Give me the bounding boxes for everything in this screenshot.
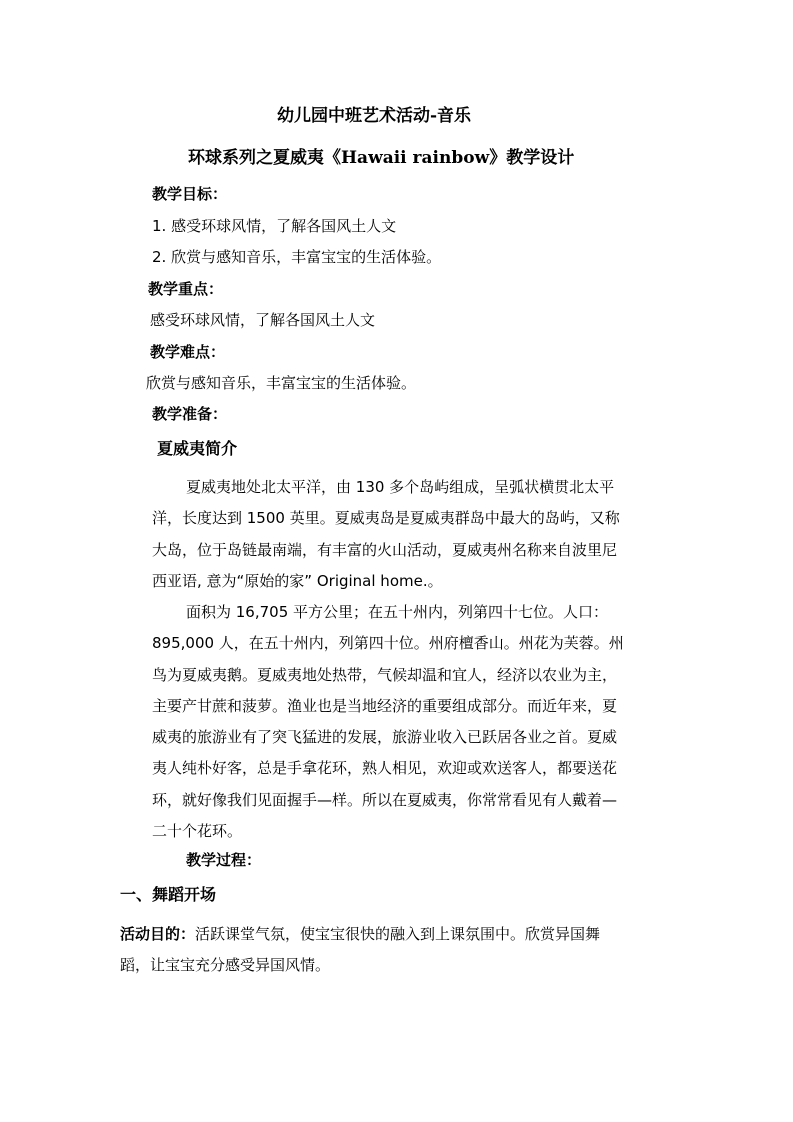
preparation-heading: 教学准备： <box>152 405 228 423</box>
paragraph-line: 环，就好像我们见面握手—样。所以在夏威夷，你常常看见有人戴着— <box>152 790 618 809</box>
hawaii-intro-paragraph-2 <box>152 597 692 847</box>
purpose-text-line-1: 活跃课堂气氛，使宝宝很快的融入到上课氛围中。欣赏异国舞 <box>195 925 601 943</box>
difficulties-heading: 教学难点： <box>150 343 226 361</box>
paragraph-line: 威夷的旅游业有了突飞猛进的发展，旅游业收入已跃居各业之首。夏威 <box>152 728 618 747</box>
purpose-label: 活动目的： <box>120 925 196 943</box>
document-title: 幼儿园中班艺术活动-音乐 <box>277 106 472 126</box>
objectives-heading: 教学目标： <box>152 185 228 203</box>
hawaii-intro-paragraph-1 <box>152 472 692 597</box>
process-heading: 教学过程： <box>186 851 262 869</box>
key-points-text: 感受环球风情，了解各国风土人文 <box>150 311 376 329</box>
paragraph-line: 夷人纯朴好客，总是手拿花环，熟人相见，欢迎或欢送客人，都要送花 <box>152 759 618 778</box>
paragraph-line: 大岛，位于岛链最南端，有丰富的火山活动，夏威夷州名称来自波里尼 <box>152 540 618 559</box>
section-1-heading: 一、舞蹈开场 <box>120 885 217 904</box>
key-points-heading: 教学重点： <box>148 280 224 298</box>
paragraph-line: 西亚语, 意为“原始的家” Original home.。 <box>152 571 443 590</box>
purpose-text-line-2: 蹈，让宝宝充分感受异国风情。 <box>120 956 331 974</box>
paragraph-line: 洋，长度达到 1500 英里。夏威夷岛是夏威夷群岛中最大的岛屿，又称 <box>152 509 620 528</box>
section-1-purpose <box>120 924 600 944</box>
objective-item-2: 2. 欣赏与感知音乐，丰富宝宝的生活体验。 <box>152 248 442 266</box>
paragraph-line: 面积为 16,705 平方公里；在五十州内，列第四十七位。人口： <box>186 603 609 621</box>
paragraph-line: 二十个花环。 <box>152 822 243 841</box>
paragraph-line: 主要产甘蔗和菠萝。渔业也是当地经济的重要组成部分。而近年来，夏 <box>152 696 618 715</box>
paragraph-line: 夏威夷地处北太平洋，由 130 多个岛屿组成，呈弧状横贯北太平 <box>186 478 615 496</box>
paragraph-line: 鸟为夏威夷鹅。夏威夷地处热带，气候却温和宜人，经济以农业为主， <box>152 665 618 684</box>
hawaii-intro-heading: 夏威夷简介 <box>157 439 238 458</box>
document-subtitle: 环球系列之夏威夷《Hawaii rainbow》教学设计 <box>188 148 575 168</box>
difficulties-text: 欣赏与感知音乐，丰富宝宝的生活体验。 <box>146 374 417 392</box>
objective-item-1: 1. 感受环球风情，了解各国风土人文 <box>152 217 397 235</box>
paragraph-line: 895,000 人，在五十州内，列第四十位。州府檀香山。州花为芙蓉。州 <box>152 634 624 653</box>
